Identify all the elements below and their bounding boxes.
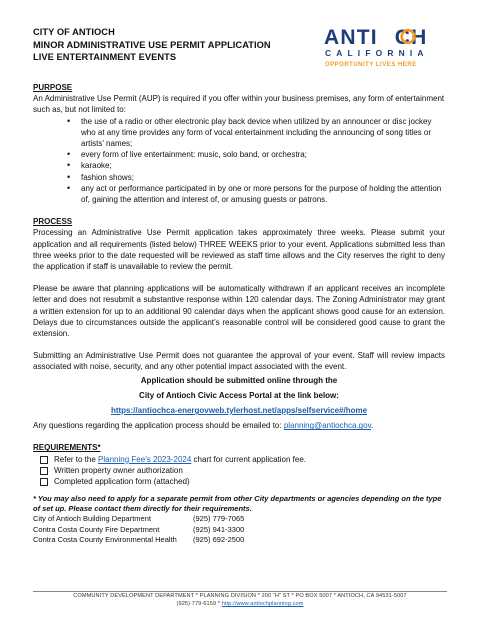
planning-fees-link[interactable]: Planning Fee’s 2023-2024 xyxy=(98,454,192,464)
checkbox-icon xyxy=(40,478,48,486)
questions-line xyxy=(33,420,445,431)
planning-email-link[interactable]: planning@antiochca.gov xyxy=(283,421,371,431)
checkbox-icon xyxy=(40,456,48,464)
purpose-item: • the use of a radio or other electronic play back device when utilized by an announcer or disc jockey who at any time provides any form of vocal entertainment including the announcing of song titles or artists’ names; xyxy=(81,116,445,150)
process-paragraph-timing: Processing an Administrative Use Permit application takes approximately three weeks. Please submit your application and all requirements (listed below) THREE WEEKS prior to your event. Applications submitted less than three weeks prior to the date requested will be reviewed as staff time allows and the City reserves the right to deny the application if staff is unavailable to review the permit. xyxy=(33,228,445,272)
contact-department: City of Antioch Building Department xyxy=(33,514,151,524)
contact-row xyxy=(33,525,445,536)
page-footer xyxy=(0,592,480,608)
purpose-heading: PURPOSE xyxy=(33,83,73,92)
requirement-text: chart for current application fee. xyxy=(191,454,307,464)
logo-tagline: OPPORTUNITY LIVES HERE xyxy=(325,62,417,68)
footer-phone: (925) 779-6159 * xyxy=(176,601,222,607)
requirement-text: Written property owner authorization xyxy=(54,465,183,475)
questions-text: Any questions regarding the application process should be emailed to: xyxy=(33,421,284,431)
document-title xyxy=(33,26,333,64)
footer-address: COMMUNITY DEVELOPMENT DEPARTMENT * PLANNING DIVISION * 200 “H” ST * PO BOX 5007 * ANTIOCH, CA 94531-5007 xyxy=(73,593,407,599)
document-body xyxy=(33,82,445,546)
requirement-item-owner xyxy=(40,465,445,476)
purpose-item: • fashion shows; xyxy=(81,172,445,183)
requirement-item-form xyxy=(40,476,445,487)
requirement-text: Completed application form (attached) xyxy=(54,477,190,487)
title-line-city: CITY OF ANTIOCH xyxy=(33,27,115,37)
process-heading: PROCESS xyxy=(33,217,73,227)
logo-state: CALIFORNIA xyxy=(325,48,429,58)
requirements-list xyxy=(33,454,445,488)
purpose-list xyxy=(33,116,445,206)
process-paragraph-approval: Submitting an Administrative Use Permit does not guarantee the approval of your event. Staff will review impacts associated with noise, security, and any other potential impact associated with the event. xyxy=(33,351,445,372)
online-submission-line-2: City of Antioch Civic Access Portal at the link below: xyxy=(139,390,339,400)
contact-phone: (925) 941-3300 xyxy=(193,524,245,534)
requirement-text: Refer to the xyxy=(54,454,99,464)
purpose-item: • karaoke; xyxy=(81,160,445,171)
title-line-events: LIVE ENTERTAINMENT EVENTS xyxy=(33,52,177,63)
contact-phone: (925) 692-2500 xyxy=(193,535,245,545)
purpose-item: • every form of live entertainment: music, solo band, or orchestra; xyxy=(81,149,445,160)
logo-wordmark: ANTI CH xyxy=(324,26,428,49)
title-line-permit: MINOR ADMINISTRATIVE USE PERMIT APPLICATION xyxy=(33,39,271,50)
contact-phone: (925) 779-7065 xyxy=(193,514,245,524)
checkbox-icon xyxy=(40,467,48,475)
purpose-intro: An Administrative Use Permit (AUP) is required if you offer within your business premises, any form of entertainment such as, but not limited to: xyxy=(33,94,445,115)
contact-row xyxy=(33,535,445,546)
contact-department: Contra Costa County Environmental Health xyxy=(33,535,177,545)
contact-department: Contra Costa County Fire Department xyxy=(33,524,160,534)
footer-website-link[interactable]: http://www.antiochplanning.com xyxy=(221,601,304,607)
footer-contact xyxy=(0,600,480,608)
antioch-logo xyxy=(322,24,452,74)
agency-contacts xyxy=(33,514,445,546)
process-paragraph-withdrawal: Please be aware that planning applications will be automatically withdrawn if an applicant receives an incomplete letter and does not resubmit a substantive response within 120 calendar days. The Zoning Administrator may grant a written extension for up to an additional 90 calendar days when the applicant shows good cause for an extension. Delays due to circumstances outside the applicant’s reasonable control will be considered good cause to grant the extension. xyxy=(33,284,445,339)
requirements-heading: REQUIREMENTS* xyxy=(33,443,101,453)
online-submission-line-1: Application should be submitted online through the xyxy=(140,375,338,385)
requirements-note: * You may also need to apply for a separate permit from other City departments or agencies depending on the type of set up. Please contact them directly for their requirements. xyxy=(33,494,442,514)
civic-access-portal-link[interactable]: https://antiochca-energovweb.tylerhost.net/apps/selfservice#/home xyxy=(110,406,368,416)
requirement-item-fee xyxy=(40,454,445,465)
questions-period: . xyxy=(370,421,374,431)
purpose-item: • any act or performance participated in by one or more persons for the purpose of holding the attention of, gaining the attention and interest of, or amusing guests or patrons. xyxy=(81,183,445,205)
contact-row xyxy=(33,514,445,525)
